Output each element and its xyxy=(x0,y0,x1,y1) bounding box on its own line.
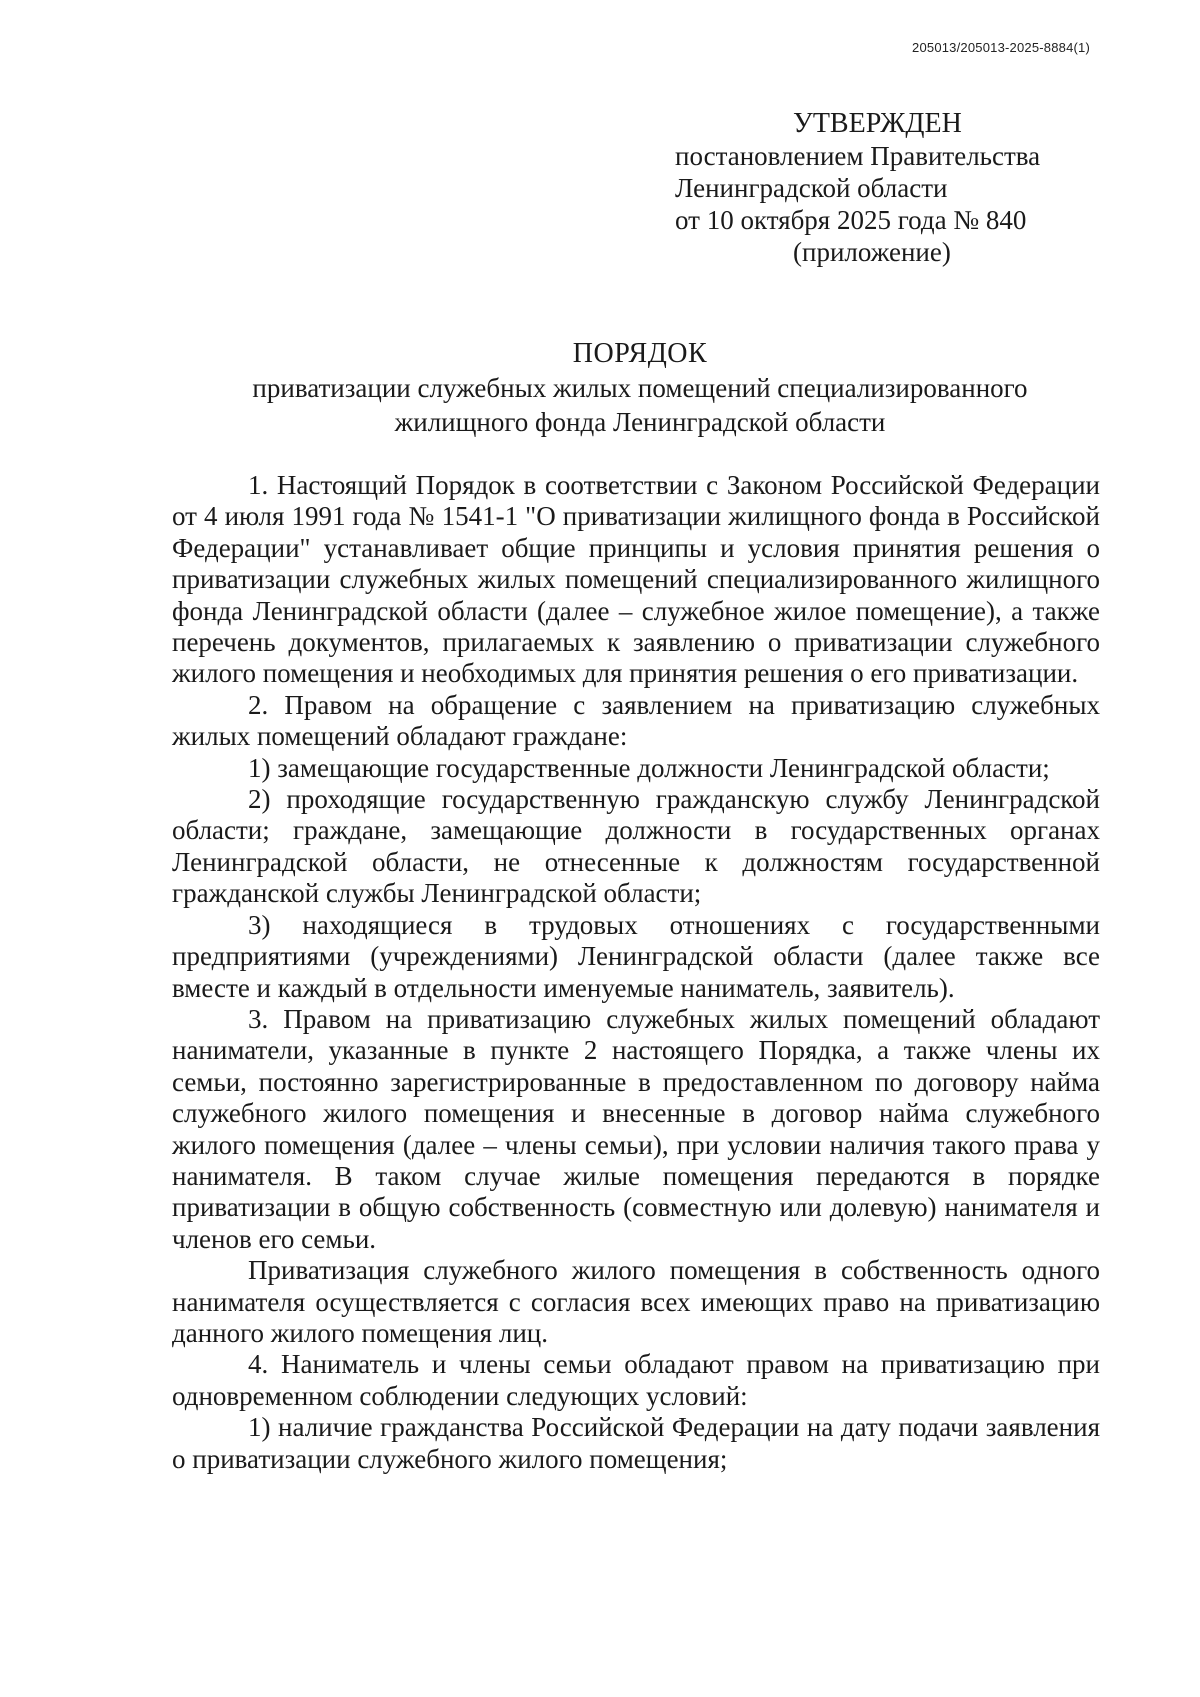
paragraph-4: 4. Наниматель и члены семьи обладают правом на приватизацию при одновременном соблюдении следующих условий: xyxy=(172,1349,1100,1411)
approval-title: УТВЕРЖДЕН xyxy=(793,108,962,139)
paragraph-2: 2. Правом на обращение с заявлением на приватизацию служебных жилых помещений обладают граждане: xyxy=(172,689,1100,752)
paragraph-3: 3. Правом на приватизацию служебных жилых помещений обладают наниматели, указанные в пункте 2 настоящего Порядка, а также члены их семьи, постоянно зарегистрированные в предоставленном по договору найма служебного жилого помещения и внесенные в договор найма служебного жилого помещения (далее – члены семьи), при условии наличия такого права у нанимателя. В таком случае жилые помещения передаются в порядке приватизации в общую собственность (совместную или долевую) нанимателя и членов его семьи. xyxy=(172,1003,1100,1254)
document-subtitle-line-1: приватизации служебных жилых помещений специализированного xyxy=(252,373,1028,403)
paragraph-2-item-3: 3) находящиеся в трудовых отношениях с государственными предприятиями (учреждениями) Ленинградской области (далее также все вместе и каждый в отдельности именуемые наниматель, заявитель). xyxy=(172,909,1100,1003)
approval-line-1: постановлением Правительства xyxy=(675,141,1041,171)
document-registration-number: 205013/205013-2025-8884(1) xyxy=(912,40,1090,55)
document-subtitle-line-2: жилищного фонда Ленинградской области xyxy=(394,407,886,437)
paragraph-1: 1. Настоящий Порядок в соответствии с Законом Российской Федерации от 4 июля 1991 года № 1541-1 "О приватизации жилищного фонда в Российской Федерации" устанавливает общие принципы и условия принятия решения о приватизации служебных жилых помещений специализированного жилищного фонда Ленинградской области (далее – служебное жилое помещение), а также перечень документов, прилагаемых к заявлению о приватизации служебного жилого помещения и необходимых для принятия решения о его приватизации. xyxy=(172,470,1100,689)
paragraph-3-continuation: Приватизация служебного жилого помещения в собственность одного нанимателя осуществляется с согласия всех имеющих право на приватизацию данного жилого помещения лиц. xyxy=(172,1255,1100,1348)
approval-stamp xyxy=(675,108,1095,268)
paragraph-2-item-2: 2) проходящие государственную гражданскую службу Ленинградской области; граждане, замещающие должности в государственных органах Ленинградской области, не отнесенные к должностям государственной гражданской службы Ленинградской области; xyxy=(172,784,1100,909)
approval-line-2: Ленинградской области xyxy=(675,173,948,203)
approval-appendix: (приложение) xyxy=(793,237,951,267)
document-body xyxy=(172,470,1100,1475)
approval-line-3: от 10 октября 2025 года № 840 xyxy=(675,205,1027,235)
paragraph-2-item-1: 1) замещающие государственные должности Ленинградской области; xyxy=(248,752,1050,783)
document-title: ПОРЯДОК xyxy=(572,338,708,369)
paragraph-4-item-1: 1) наличие гражданства Российской Федерации на дату подачи заявления о приватизации служебного жилого помещения; xyxy=(172,1412,1100,1474)
document-title-block xyxy=(160,337,1120,439)
